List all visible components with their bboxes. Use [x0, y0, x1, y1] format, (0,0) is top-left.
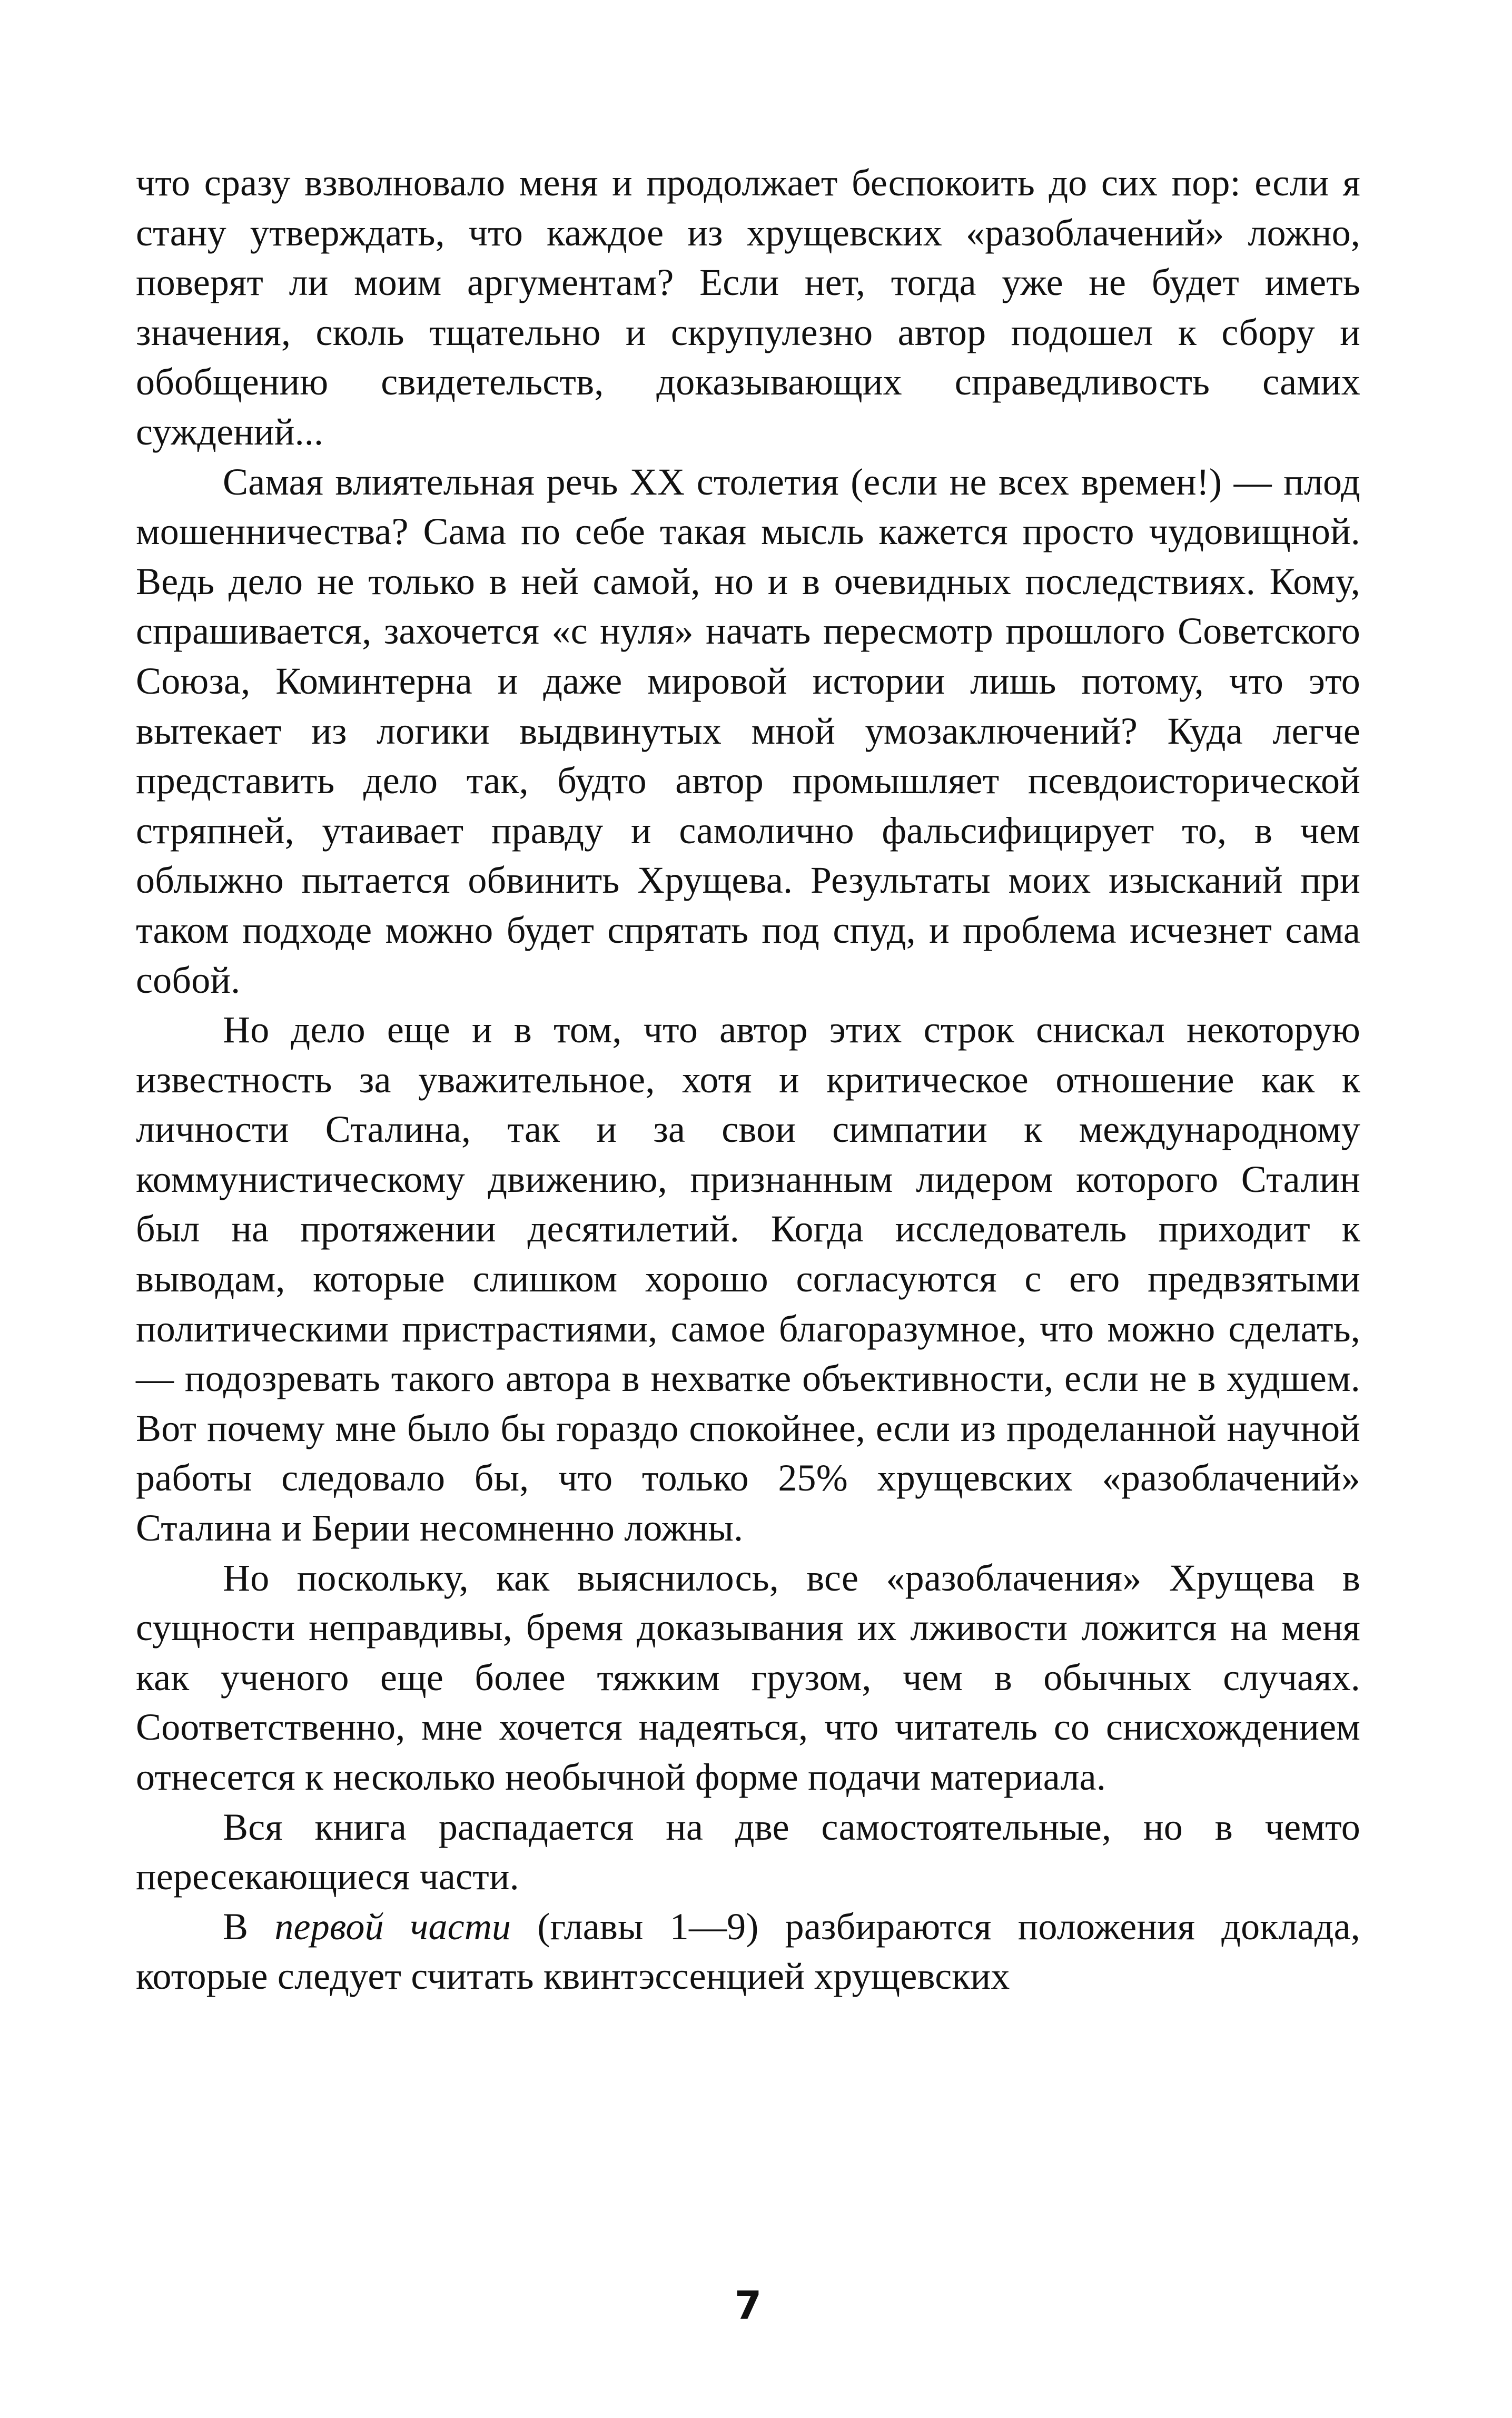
paragraph-6	[136, 1902, 1360, 2001]
paragraph-3: Но дело еще и в том, что автор этих строк снискал некоторую известность за уважительное, хотя и критическое отношение как к личности Сталина, так и за свои симпатии к международному коммунистическому движению, признанным лидером которого Сталин был на протяжении десятилетий. Когда исследователь приходит к выводам, которые слишком хорошо согласуются с его предвзятыми политическими пристрастиями, самое благоразумное, что можно сделать, — подозревать такого автора в нехватке объективности, если не в худшем. Вот почему мне было бы гораздо спокойнее, если из проделанной научной работы следовало бы, что только 25% хрущевских «разоблачений» Сталина и Берии несомненно ложны.	[136, 1009, 1360, 1550]
paragraph-6-lead: В	[223, 1905, 275, 1948]
paragraph-4: Но поскольку, как выяснилось, все «разоблачения» Хрущева в сущности неправдивы, бремя доказывания их лживости ложится на меня как ученого еще более тяжким грузом, чем в обычных случаях. Соответственно, мне хочется надеяться, что читатель со снисхождением отнесется к несколько необычной форме подачи материала.	[136, 1556, 1360, 1798]
paragraph-6-rest: (главы 1—9) разбираются положения доклада, которые следует считать квинтэссенцией хрущевских	[136, 1905, 1360, 1998]
paragraph-1: что сразу взволновало меня и продолжает беспокоить до сих пор: если я стану утверждать, что каждое из хрущевских «разоблачений» ложно, поверят ли моим аргументам? Если нет, тогда уже не будет иметь значения, сколь тщательно и скрупулезно автор подошел к сбору и обобщению свидетельств, доказывающих справедливость самих суждений...	[136, 162, 1360, 453]
page-number: 7	[734, 2283, 762, 2328]
paragraph-5: Вся книга распадается на две самостоятельные, но в чемто пересекающиеся части.	[136, 1805, 1360, 1898]
body-text	[136, 158, 1360, 2001]
book-page	[136, 158, 1360, 2328]
paragraph-6-italic: первой части	[274, 1905, 511, 1948]
paragraph-2: Самая влиятельная речь XX столетия (если не всех времен!) — плод мошенничества? Сама по себе такая мысль кажется просто чудовищной. Ведь дело не только в ней самой, но и в очевидных последствиях. Кому, спрашивается, захочется «с нуля» начать пересмотр прошлого Советского Союза, Коминтерна и даже мировой истории лишь потому, что это вытекает из логики выдвинутых мной умозаключений? Куда легче представить дело так, будто автор промышляет псевдоисторической стряпней, утаивает правду и самолично фальсифицирует то, в чем облыжно пытается обвинить Хрущева. Результаты моих изысканий при таком подходе можно будет спрятать под спуд, и проблема исчезнет сама собой.	[136, 460, 1360, 1001]
